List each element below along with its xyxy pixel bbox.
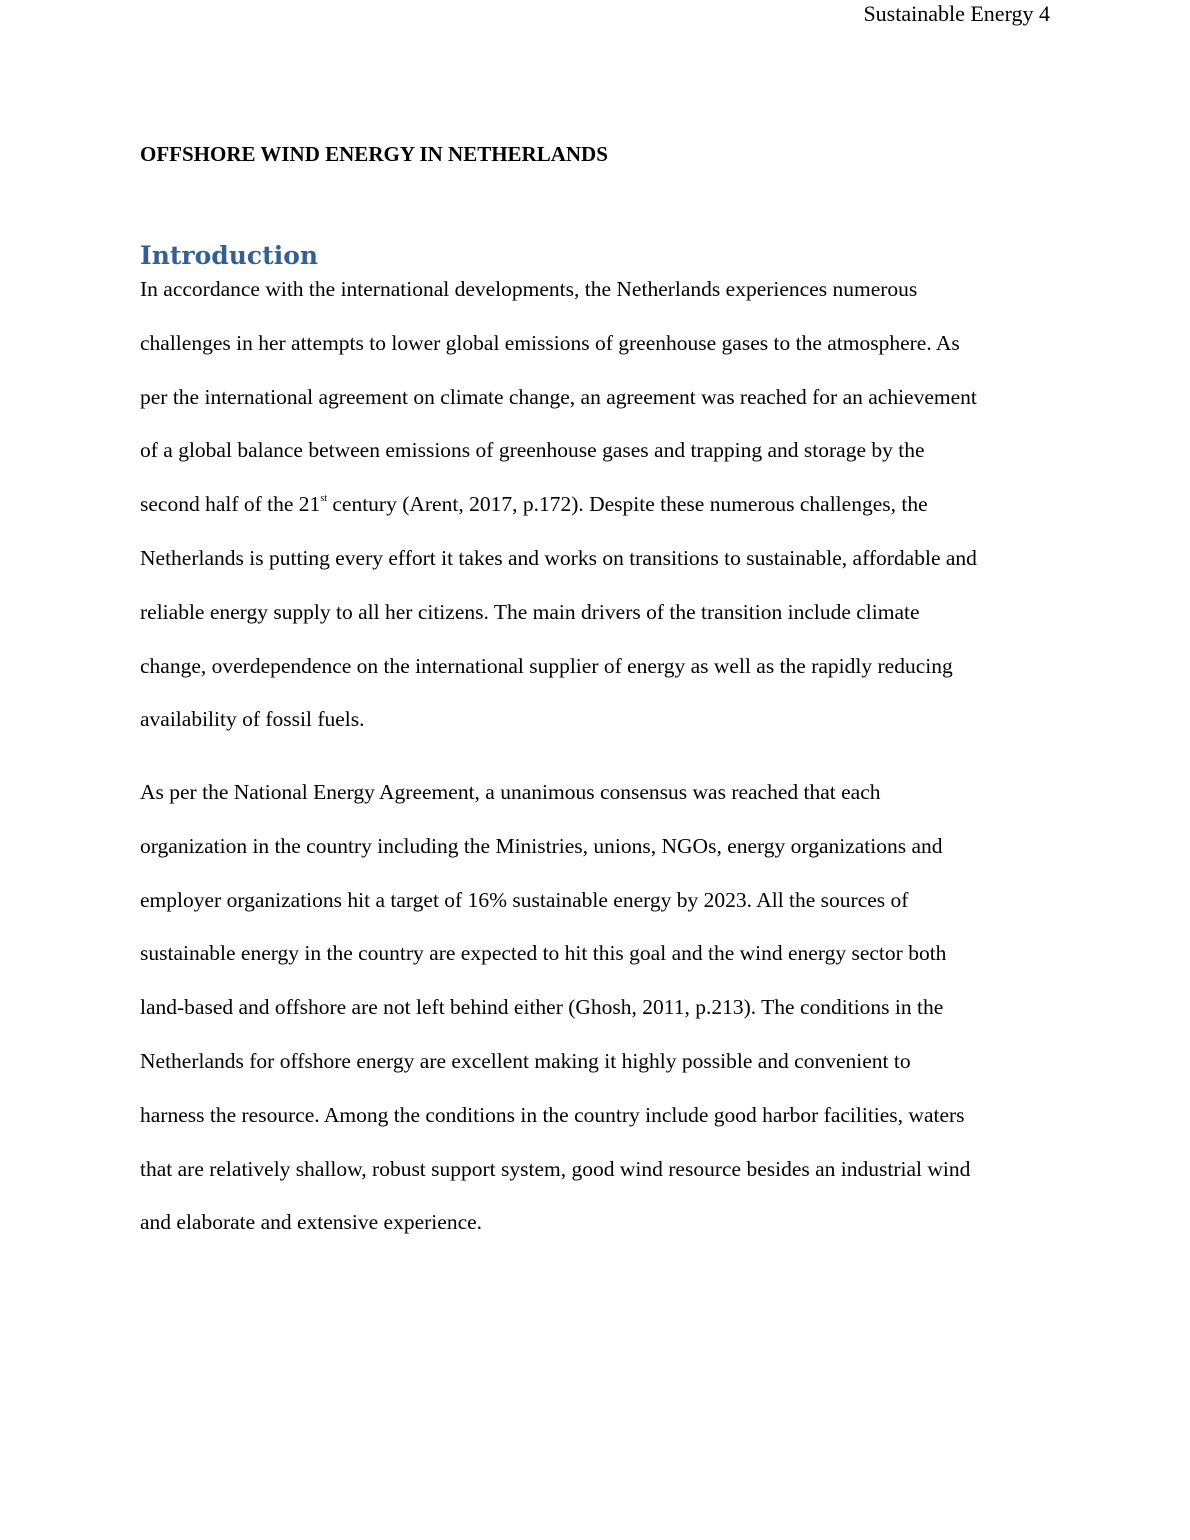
text-line: sustainable energy in the country are expected to hit this goal and the wind energy sector both [140,941,947,966]
text-line: and elaborate and extensive experience. [140,1210,483,1235]
text-line: As per the National Energy Agreement, a unanimous consensus was reached that each [140,780,881,804]
text-line: of a global balance between emissions of greenhouse gases and trapping and storage by the [140,438,925,463]
text-line: Netherlands is putting every effort it takes and works on transitions to sustainable, affordable and [140,545,977,570]
running-header: Sustainable Energy 4 [863,1,1050,26]
text-line: reliable energy supply to all her citizens. The main drivers of the transition include climate [140,599,920,624]
paragraph-1 [140,277,1070,761]
document-title: OFFSHORE WIND ENERGY IN NETHERLANDS [140,142,608,166]
text-line: harness the resource. Among the conditions in the country include good harbor facilities, waters [140,1102,965,1127]
text-line-end: century (Arent, 2017, p.172). Despite these numerous challenges, the [326,492,928,517]
text-line: In accordance with the international developments, the Netherlands experiences numerous [140,277,918,301]
section-heading-introduction: Introduction [140,241,319,270]
text-line: organization in the country including the Ministries, unions, NGOs, energy organizations and [140,833,943,858]
text-line: land-based and offshore are not left behind either (Ghosh, 2011, p.213). The conditions in the [140,995,944,1020]
text-line: challenges in her attempts to lower global emissions of greenhouse gases to the atmosphere. As [140,330,960,355]
text-line: employer organizations hit a target of 16% sustainable energy by 2023. All the sources of [140,887,909,912]
text-line: Netherlands for offshore energy are excellent making it highly possible and convenient to [140,1048,911,1073]
paragraph-2 [140,780,1070,1264]
text-line: that are relatively shallow, robust support system, good wind resource besides an industrial wind [140,1156,971,1181]
ordinal-superscript: st [320,493,327,505]
text-line-start: second half of the 21 [140,492,321,517]
text-line: change, overdependence on the international supplier of energy as well as the rapidly reducing [140,653,953,678]
text-line [140,492,1070,546]
text-line: availability of fossil fuels. [140,707,365,732]
text-line: per the international agreement on climate change, an agreement was reached for an achievement [140,384,977,409]
